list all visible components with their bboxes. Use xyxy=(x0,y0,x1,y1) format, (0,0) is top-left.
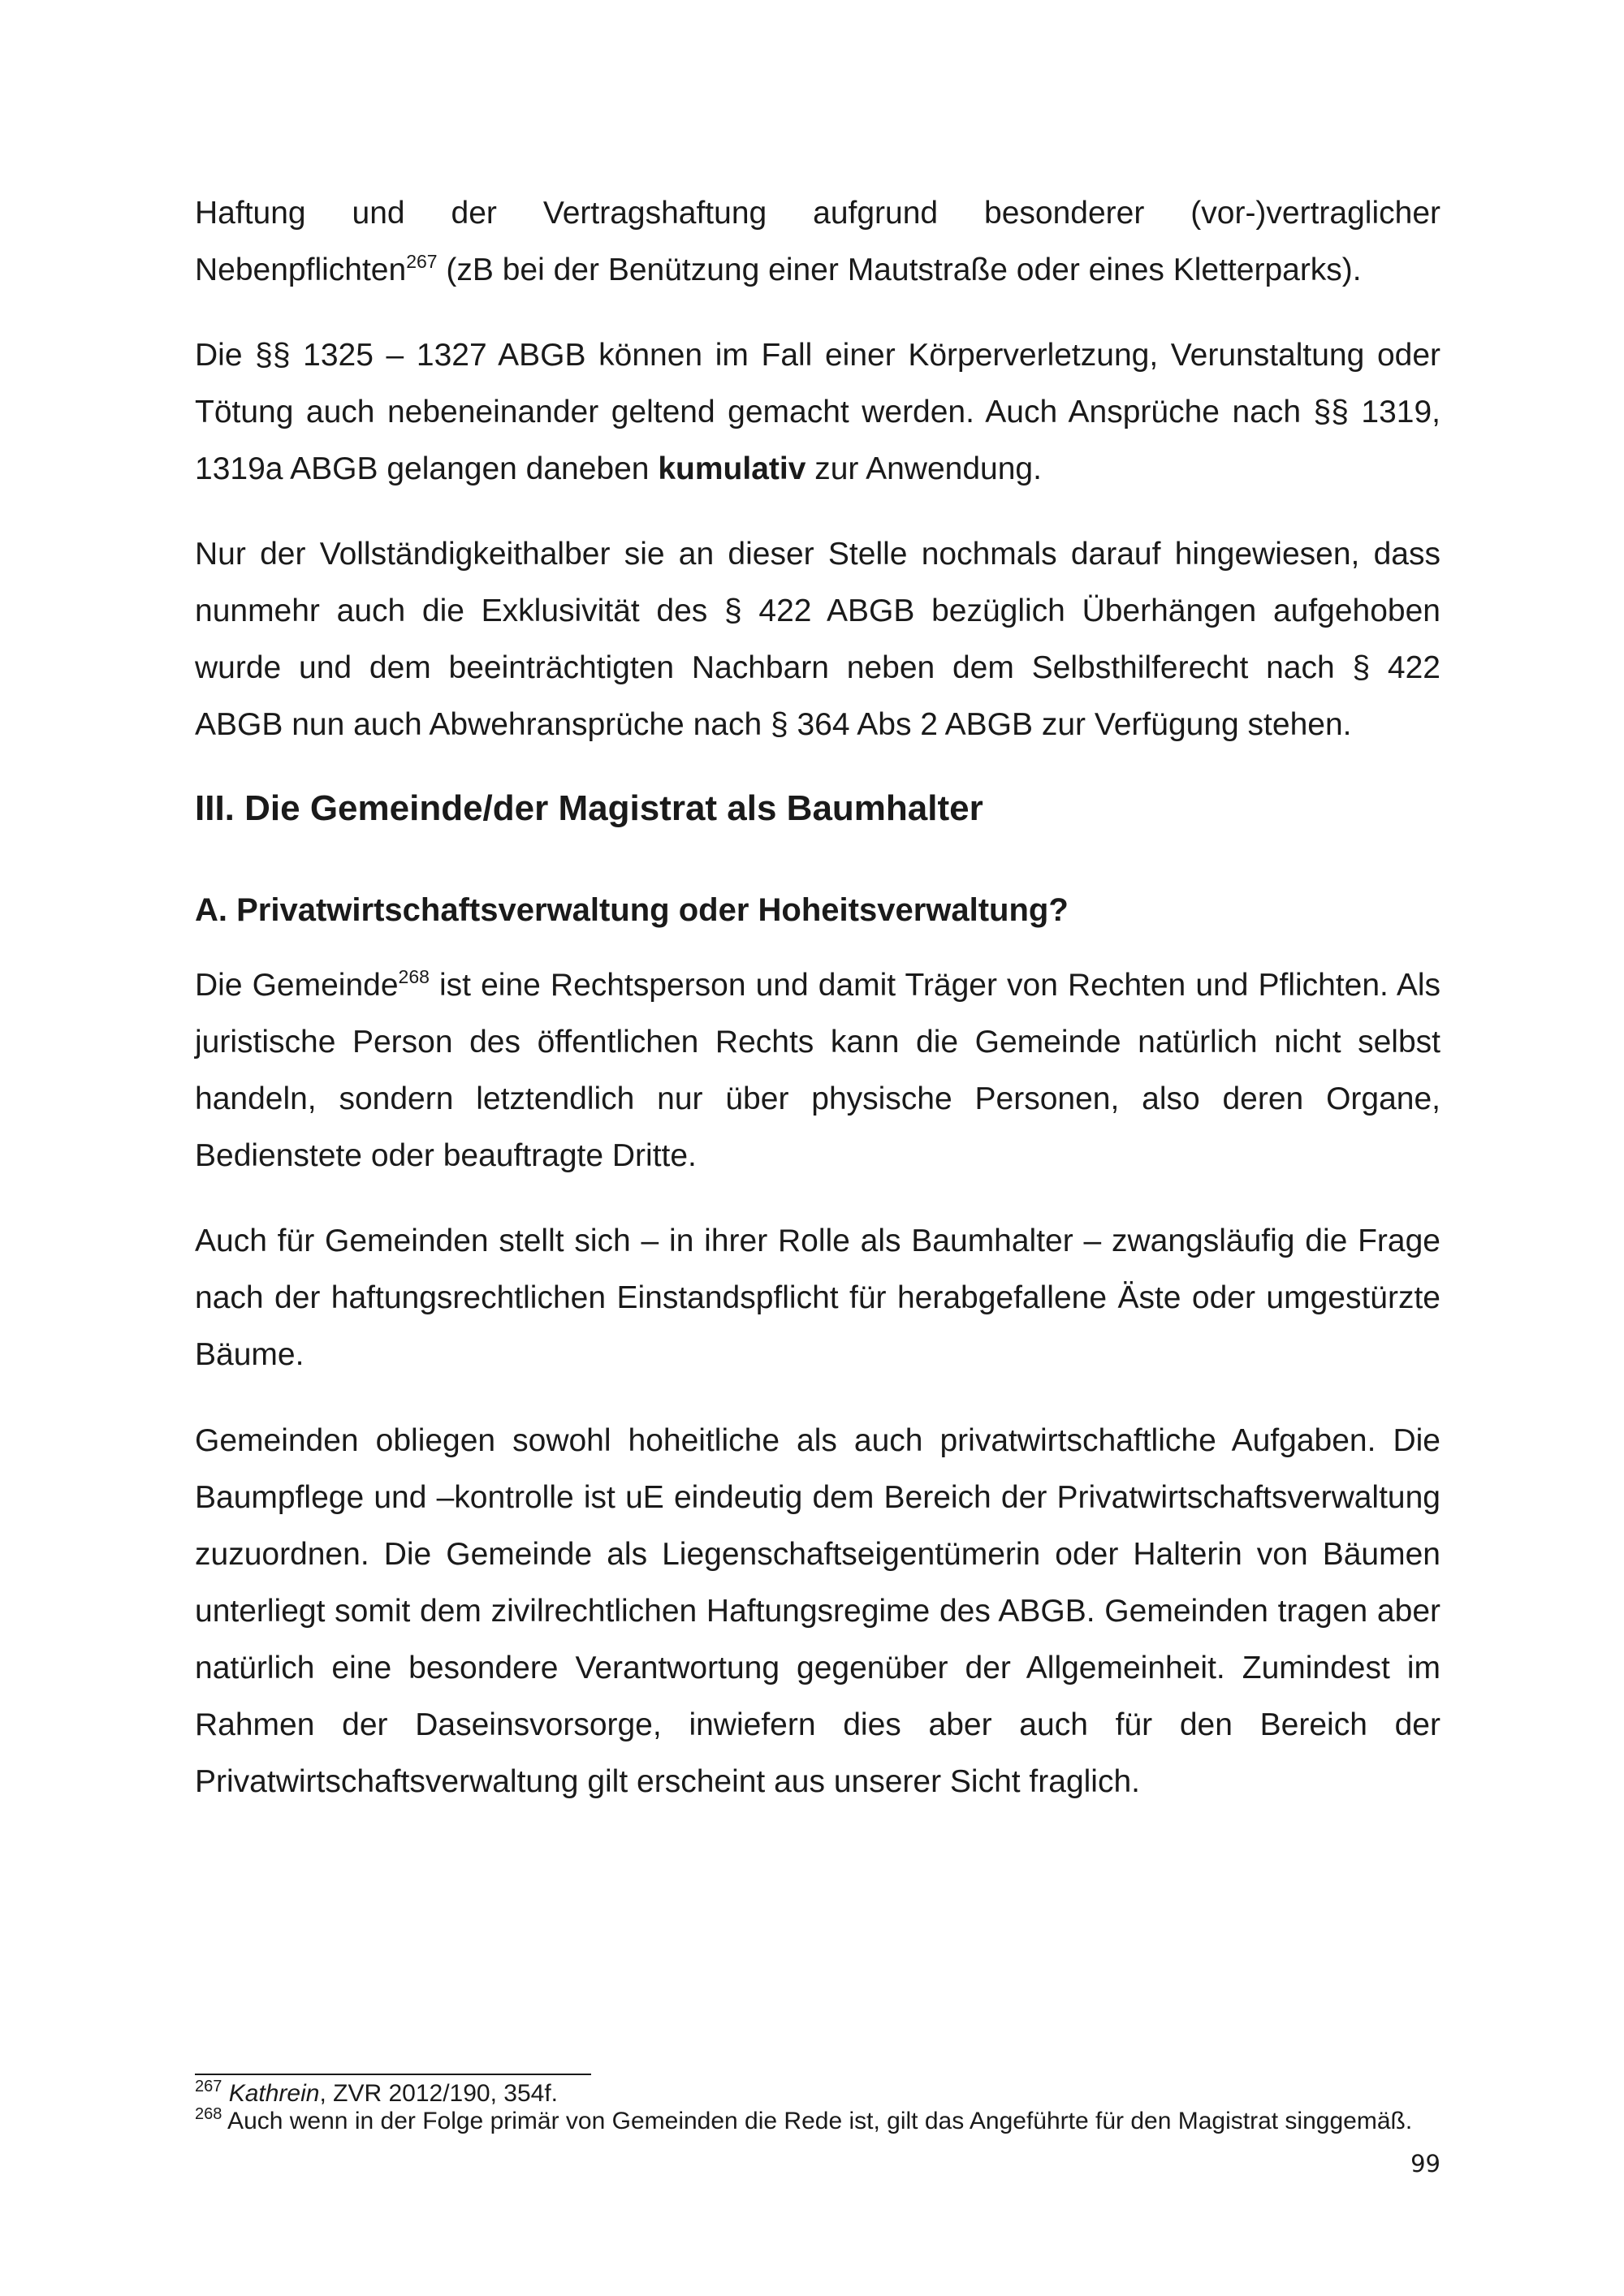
paragraph-text: Die Gemeinde xyxy=(195,968,399,1003)
paragraph-text: ist eine Rechtsperson und damit Träger von Rechten und Pflichten. Als juristische Person des öffentlichen Rechts kann die Gemeinde natürlich nicht selbst handeln, sondern letztendlich nur über physische Personen, also deren Organe, Bedienstete oder beauftragte Dritte. xyxy=(195,968,1440,1173)
footnote-268 xyxy=(195,2105,1440,2135)
paragraph-text: (zB bei der Benützung einer Mautstraße oder eines Kletterparks). xyxy=(437,252,1362,287)
paragraph-text: zur Anwendung. xyxy=(806,451,1042,486)
page-number: 99 xyxy=(1410,2150,1440,2177)
footnote-number: 268 xyxy=(195,2105,222,2123)
subsection-heading: A. Privatwirtschaftsverwaltung oder Hoheitsverwaltung? xyxy=(195,892,1069,928)
document-page xyxy=(195,0,1440,2296)
footnote-author: Kathrein xyxy=(228,2080,320,2107)
footnote-text: , ZVR 2012/190, 354f. xyxy=(319,2080,558,2107)
emphasis-kumulativ: kumulativ xyxy=(658,451,806,486)
paragraph-haftung xyxy=(195,185,1440,299)
paragraph-rechtsperson xyxy=(195,957,1440,1185)
section-heading: III. Die Gemeinde/der Magistrat als Baumhalter xyxy=(195,788,983,828)
paragraph-baumhalter: Auch für Gemeinden stellt sich – in ihrer Rolle als Baumhalter – zwangsläufig die Frage nach der haftungsrechtlichen Einstandspflicht für herabgefallene Äste oder umgestürzte Bäume. xyxy=(195,1224,1440,1372)
paragraph-exklusivitaet: Nur der Vollständigkeithalber sie an dieser Stelle nochmals darauf hingewiesen, dass nunmehr auch die Exklusivität des § 422 ABGB bezüglich Überhängen aufgehoben wurde und dem beeinträchtigten Nachbarn neben dem Selbsthilferecht nach § 422 ABGB nun auch Abwehransprüche nach § 364 Abs 2 ABGB zur Verfügung stehen. xyxy=(195,537,1440,742)
footnote-267 xyxy=(195,2080,1440,2108)
footnote-reference[interactable]: 268 xyxy=(398,966,430,988)
footnote-divider xyxy=(195,2074,591,2075)
footnote-reference[interactable]: 267 xyxy=(406,251,438,273)
footnote-text: Auch wenn in der Folge primär von Gemeinden die Rede ist, gilt das Angeführte für den Magistrat singgemäß. xyxy=(222,2108,1413,2134)
footnote-number: 267 xyxy=(195,2078,222,2095)
paragraph-text: Die §§ 1325 – 1327 ABGB können im Fall einer Körperverletzung, Verunstaltung oder Tötung auch nebeneinander geltend gemacht werden. Auch Ansprüche nach §§ 1319, 1319a ABGB gelangen daneben xyxy=(195,338,1440,486)
paragraph-kumulativ xyxy=(195,327,1440,498)
paragraph-privatwirtschaft: Gemeinden obliegen sowohl hoheitliche als auch privatwirtschaftliche Aufgaben. Die Baumpflege und –kontrolle ist uE eindeutig dem Bereich der Privatwirtschaftsverwaltung zuzuordnen. Die Gemeinde als Liegenschaftseigentümerin oder Halterin von Bäumen unterliegt somit dem zivilrechtlichen Haftungsregime des ABGB. Gemeinden tragen aber natürlich eine besondere Verantwortung gegenüber der Allgemeinheit. Zumindest im Rahmen der Daseinsvorsorge, inwiefern dies aber auch für den Bereich der Privatwirtschaftsverwaltung gilt erscheint aus unserer Sicht fraglich. xyxy=(195,1423,1440,1799)
paragraph-text: Haftung und der Vertragshaftung aufgrund besonderer (vor-)vertraglicher Nebenpflichten xyxy=(195,196,1440,287)
